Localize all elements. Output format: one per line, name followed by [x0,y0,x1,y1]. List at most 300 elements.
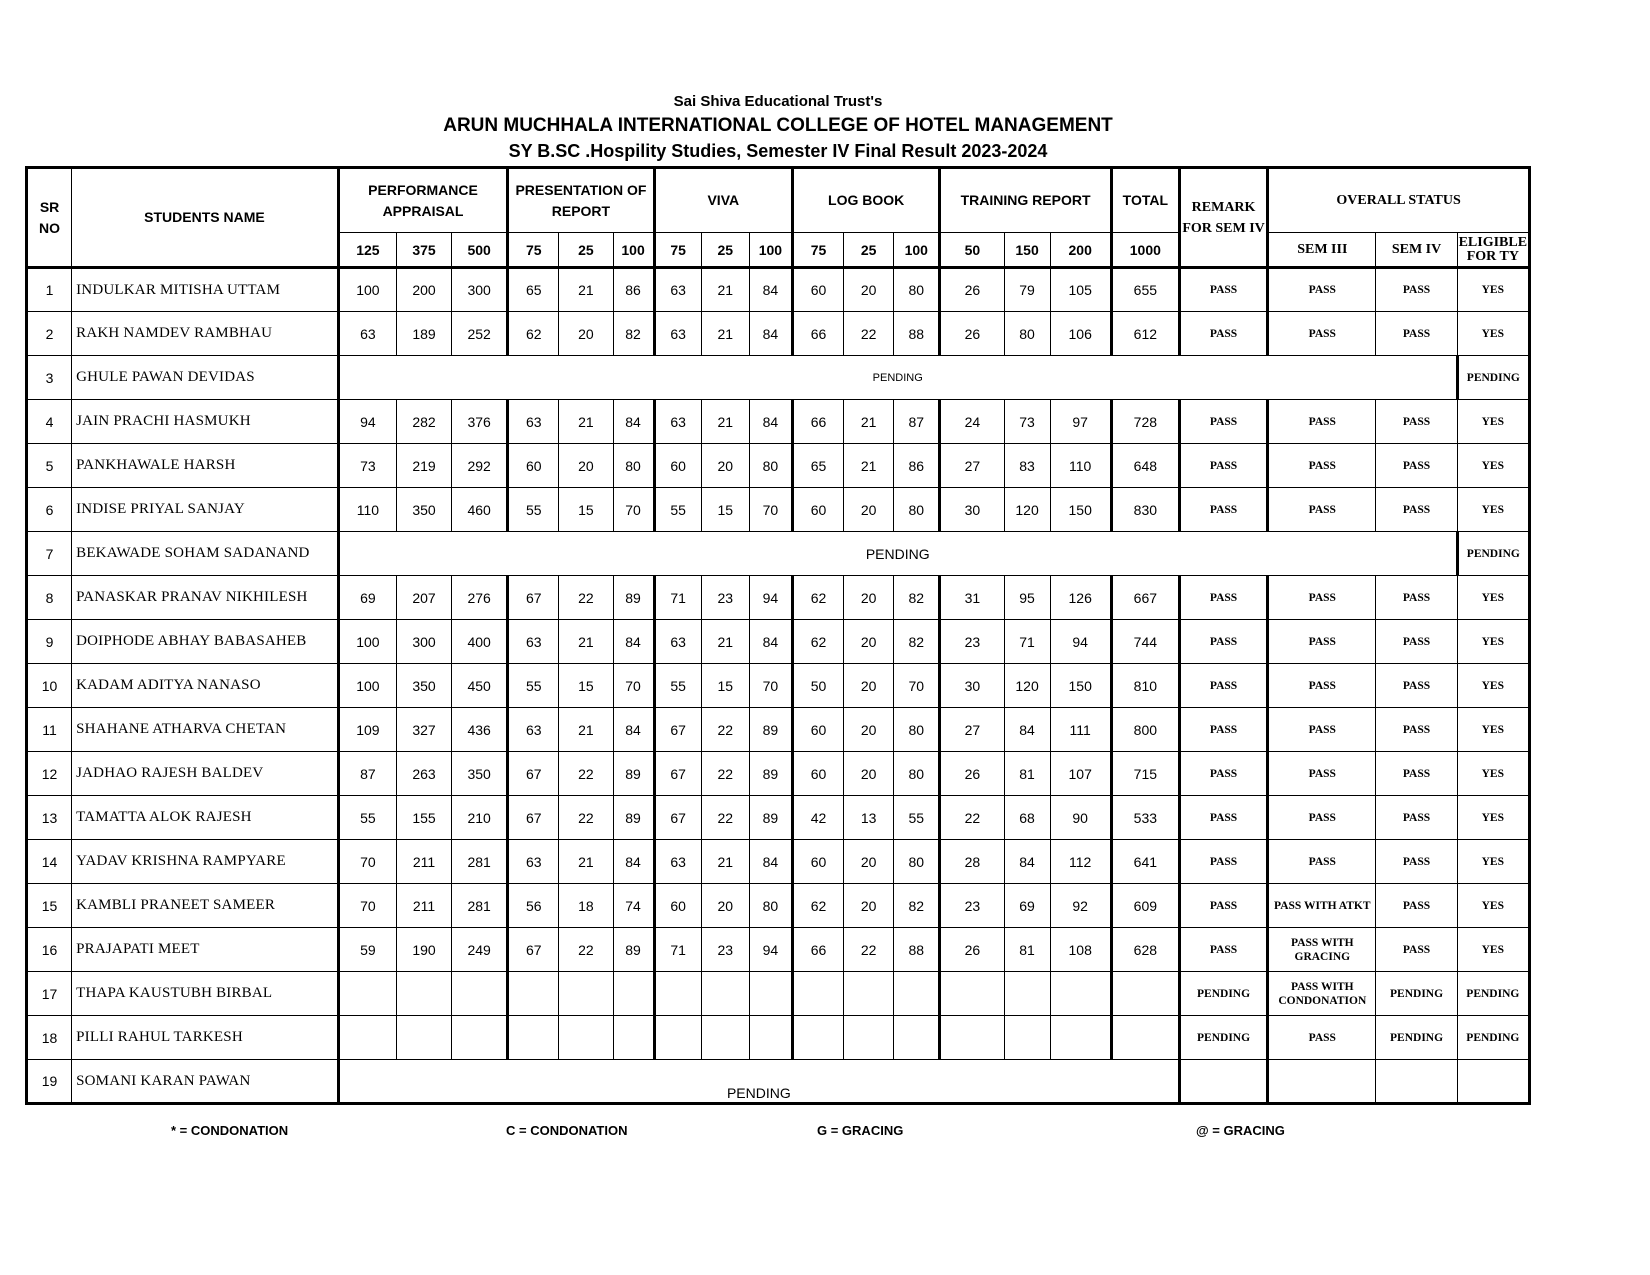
sem-iii-cell: PASS WITH CONDONATION [1268,972,1376,1016]
student-name-cell: DOIPHODE ABHAY BABASAHEB [72,620,339,664]
sem-iii-cell: PASS [1268,488,1376,532]
mark-cell: 31 [940,576,1004,620]
eligible-cell: YES [1457,664,1529,708]
remark-cell: PASS [1179,664,1267,708]
mark-cell: 450 [452,664,508,708]
mark-cell: 88 [894,928,940,972]
mark-cell: 22 [559,752,613,796]
mark-cell: 70 [338,840,396,884]
mark-cell [940,1016,1004,1060]
mark-cell: 80 [1004,312,1050,356]
max-marks-cell: 25 [844,233,894,268]
mark-cell: 84 [1004,840,1050,884]
mark-cell: 95 [1004,576,1050,620]
remark-cell: PASS [1179,708,1267,752]
mark-cell: 81 [1004,928,1050,972]
sem-iv-cell: PASS [1376,488,1457,532]
mark-cell: 63 [338,312,396,356]
mark-cell: 110 [338,488,396,532]
mark-cell: 55 [654,664,701,708]
table-row [27,488,1530,532]
student-name-cell: PANASKAR PRANAV NIKHILESH [72,576,339,620]
sr-no-cell: 17 [27,972,72,1016]
table-row [27,620,1530,664]
total-cell [1111,1016,1179,1060]
mark-cell: 60 [792,708,843,752]
remark-cell: PASS [1179,444,1267,488]
total-cell: 728 [1111,400,1179,444]
mark-cell: 21 [701,620,749,664]
mark-cell: 66 [792,312,843,356]
mark-cell: 84 [749,620,792,664]
total-cell: 609 [1111,884,1179,928]
mark-cell: 20 [844,752,894,796]
mark-cell: 21 [701,840,749,884]
table-row [27,664,1530,708]
mark-cell: 94 [749,928,792,972]
mark-cell: 350 [396,488,451,532]
mark-cell [894,1016,940,1060]
sem-iii-cell: PASS [1268,708,1376,752]
mark-cell: 110 [1050,444,1111,488]
eligible-cell: YES [1457,576,1529,620]
sr-no-cell: 5 [27,444,72,488]
mark-cell: 15 [701,488,749,532]
remark-cell: PASS [1179,576,1267,620]
mark-cell: 26 [940,312,1004,356]
student-name-cell: SHAHANE ATHARVA CHETAN [72,708,339,752]
total-cell: 715 [1111,752,1179,796]
sem-iv-cell [1376,1060,1457,1104]
eligible-cell: YES [1457,708,1529,752]
table-row [27,400,1530,444]
trust-name: Sai Shiva Educational Trust's [673,93,883,110]
sem-iii-cell: PASS [1268,840,1376,884]
max-marks-cell: 100 [894,233,940,268]
mark-cell: 200 [396,268,451,312]
mark-cell: 21 [701,400,749,444]
legend-condonation-c: C = CONDONATION [506,1123,628,1138]
mark-cell: 89 [613,576,654,620]
mark-cell: 105 [1050,268,1111,312]
mark-cell: 22 [701,708,749,752]
sr-no-cell: 13 [27,796,72,840]
mark-cell: 327 [396,708,451,752]
mark-cell: 67 [654,752,701,796]
sem-iii-cell: PASS [1268,664,1376,708]
mark-cell: 350 [452,752,508,796]
eligible-cell: YES [1457,400,1529,444]
mark-cell: 81 [1004,752,1050,796]
pending-status-cell: PENDING [338,1060,1179,1104]
mark-cell: 23 [940,620,1004,664]
mark-cell: 27 [940,444,1004,488]
remark-cell: PASS [1179,312,1267,356]
student-name-cell: GHULE PAWAN DEVIDAS [72,356,339,400]
mark-cell: 94 [749,576,792,620]
student-name-cell: INDISE PRIYAL SANJAY [72,488,339,532]
mark-cell [792,1016,843,1060]
mark-cell: 80 [894,488,940,532]
mark-cell: 211 [396,884,451,928]
mark-cell: 62 [792,576,843,620]
mark-cell [508,1016,559,1060]
mark-cell: 21 [701,312,749,356]
mark-cell: 67 [654,796,701,840]
mark-cell: 90 [1050,796,1111,840]
mark-cell: 87 [894,400,940,444]
max-marks-cell: 150 [1004,233,1050,268]
mark-cell: 80 [894,752,940,796]
max-marks-cell: 50 [940,233,1004,268]
header-total: TOTAL [1111,168,1179,233]
mark-cell: 249 [452,928,508,972]
mark-cell [452,972,508,1016]
mark-cell: 62 [792,884,843,928]
mark-cell [338,972,396,1016]
table-row [27,444,1530,488]
mark-cell: 109 [338,708,396,752]
header-overall-status: OVERALL STATUS [1268,168,1530,233]
mark-cell [894,972,940,1016]
mark-cell: 18 [559,884,613,928]
sem-iii-cell: PASS [1268,400,1376,444]
mark-cell: 219 [396,444,451,488]
mark-cell: 281 [452,884,508,928]
header-sem-iii: SEM III [1268,233,1376,268]
mark-cell: 108 [1050,928,1111,972]
mark-cell: 20 [844,488,894,532]
eligible-cell: YES [1457,928,1529,972]
mark-cell: 63 [654,400,701,444]
mark-cell: 460 [452,488,508,532]
mark-cell: 92 [1050,884,1111,928]
mark-cell: 436 [452,708,508,752]
mark-cell: 15 [559,664,613,708]
max-marks-cell: 500 [452,233,508,268]
mark-cell: 22 [701,752,749,796]
mark-cell: 281 [452,840,508,884]
student-name-cell: YADAV KRISHNA RAMPYARE [72,840,339,884]
mark-cell: 20 [701,444,749,488]
sem-iii-cell: PASS WITH GRACING [1268,928,1376,972]
mark-cell: 400 [452,620,508,664]
sr-no-cell: 19 [27,1060,72,1104]
mark-cell [749,1016,792,1060]
mark-cell: 22 [940,796,1004,840]
sem-iv-cell: PASS [1376,752,1457,796]
mark-cell: 207 [396,576,451,620]
mark-cell: 21 [559,400,613,444]
max-marks-cell: 125 [338,233,396,268]
mark-cell [559,972,613,1016]
mark-cell: 89 [749,752,792,796]
eligible-cell: PENDING [1457,532,1529,576]
sem-iii-cell: PASS [1268,620,1376,664]
mark-cell: 20 [844,268,894,312]
sr-no-cell: 2 [27,312,72,356]
mark-cell: 26 [940,752,1004,796]
result-title: SY B.SC .Hospility Studies, Semester IV Final Result 2023-2024 [508,141,1048,161]
mark-cell: 21 [559,708,613,752]
mark-cell: 73 [338,444,396,488]
mark-cell: 89 [613,928,654,972]
mark-cell: 84 [613,620,654,664]
mark-cell: 84 [749,312,792,356]
mark-cell: 70 [613,664,654,708]
sr-no-cell: 18 [27,1016,72,1060]
sr-no-cell: 8 [27,576,72,620]
mark-cell: 88 [894,312,940,356]
mark-cell: 63 [654,840,701,884]
mark-cell: 30 [940,664,1004,708]
header-students-name: STUDENTS NAME [72,168,339,268]
header-performance-appraisal: PERFORMANCE APPRAISAL [338,168,507,233]
result-table [25,166,1531,1105]
mark-cell [844,972,894,1016]
header-training-report: TRAINING REPORT [940,168,1111,233]
mark-cell: 60 [508,444,559,488]
remark-cell: PASS [1179,928,1267,972]
remark-cell: PASS [1179,400,1267,444]
header-eligible-for-ty: ELIGIBLE FOR TY [1457,233,1529,268]
student-name-cell: JAIN PRACHI HASMUKH [72,400,339,444]
mark-cell [1050,972,1111,1016]
mark-cell: 89 [749,796,792,840]
mark-cell: 69 [338,576,396,620]
pending-status-cell: PENDING [338,532,1457,576]
mark-cell: 67 [654,708,701,752]
mark-cell: 150 [1050,488,1111,532]
remark-cell: PASS [1179,620,1267,664]
mark-cell: 65 [792,444,843,488]
mark-cell [1050,1016,1111,1060]
mark-cell: 89 [613,752,654,796]
table-row [27,752,1530,796]
max-marks-cell: 200 [1050,233,1111,268]
mark-cell: 276 [452,576,508,620]
table-row [27,312,1530,356]
sem-iv-cell: PASS [1376,840,1457,884]
total-cell: 641 [1111,840,1179,884]
sem-iv-cell: PASS [1376,268,1457,312]
college-name: ARUN MUCHHALA INTERNATIONAL COLLEGE OF HOTEL MANAGEMENT [443,115,1113,136]
table-row [27,796,1530,840]
pending-status-cell: PENDING [338,356,1457,400]
mark-cell: 63 [654,312,701,356]
mark-cell: 120 [1004,664,1050,708]
mark-cell: 111 [1050,708,1111,752]
mark-cell: 22 [844,928,894,972]
mark-cell: 252 [452,312,508,356]
mark-cell: 63 [508,620,559,664]
mark-cell: 20 [844,620,894,664]
header-sr-no: SR NO [27,168,72,268]
mark-cell: 80 [894,840,940,884]
sem-iv-cell: PASS [1376,796,1457,840]
student-name-cell: THAPA KAUSTUBH BIRBAL [72,972,339,1016]
mark-cell [396,1016,451,1060]
sem-iii-cell: PASS [1268,268,1376,312]
student-name-cell: SOMANI KARAN PAWAN [72,1060,339,1104]
mark-cell: 106 [1050,312,1111,356]
mark-cell: 70 [749,488,792,532]
mark-cell [701,972,749,1016]
mark-cell: 23 [940,884,1004,928]
sr-no-cell: 10 [27,664,72,708]
remark-cell: PASS [1179,268,1267,312]
mark-cell: 63 [654,268,701,312]
mark-cell: 20 [701,884,749,928]
mark-cell: 70 [894,664,940,708]
total-cell: 533 [1111,796,1179,840]
mark-cell: 55 [508,664,559,708]
sem-iii-cell: PASS [1268,444,1376,488]
mark-cell [1004,1016,1050,1060]
max-marks-cell: 100 [749,233,792,268]
mark-cell: 71 [654,576,701,620]
mark-cell: 100 [338,620,396,664]
mark-cell: 67 [508,796,559,840]
total-cell: 744 [1111,620,1179,664]
mark-cell: 87 [338,752,396,796]
table-row [27,840,1530,884]
mark-cell: 59 [338,928,396,972]
mark-cell: 292 [452,444,508,488]
mark-cell: 65 [508,268,559,312]
remark-cell: PENDING [1179,972,1267,1016]
mark-cell: 66 [792,928,843,972]
mark-cell: 211 [396,840,451,884]
sem-iv-cell: PENDING [1376,1016,1457,1060]
sr-no-cell: 6 [27,488,72,532]
mark-cell: 82 [894,884,940,928]
mark-cell: 107 [1050,752,1111,796]
header-viva: VIVA [654,168,792,233]
mark-cell: 55 [654,488,701,532]
mark-cell: 74 [613,884,654,928]
sem-iv-cell: PASS [1376,708,1457,752]
mark-cell: 20 [844,884,894,928]
mark-cell: 86 [613,268,654,312]
eligible-cell: PENDING [1457,1016,1529,1060]
mark-cell: 70 [338,884,396,928]
mark-cell: 21 [559,268,613,312]
eligible-cell: YES [1457,312,1529,356]
table-row [27,708,1530,752]
eligible-cell: PENDING [1457,972,1529,1016]
mark-cell: 26 [940,268,1004,312]
remark-cell: PASS [1179,796,1267,840]
mark-cell [452,1016,508,1060]
mark-cell: 24 [940,400,1004,444]
mark-cell: 126 [1050,576,1111,620]
mark-cell [508,972,559,1016]
mark-cell: 63 [508,708,559,752]
mark-cell: 376 [452,400,508,444]
table-row [27,884,1530,928]
mark-cell [396,972,451,1016]
legend-condonation-star: * = CONDONATION [171,1123,289,1138]
header-log-book: LOG BOOK [792,168,939,233]
student-name-cell: JADHAO RAJESH BALDEV [72,752,339,796]
table-row [27,356,1530,400]
mark-cell: 94 [338,400,396,444]
total-cell: 800 [1111,708,1179,752]
remark-cell [1179,1060,1267,1104]
mark-cell: 21 [559,840,613,884]
mark-cell: 20 [844,576,894,620]
mark-cell: 80 [613,444,654,488]
mark-cell: 73 [1004,400,1050,444]
mark-cell: 300 [396,620,451,664]
mark-cell: 84 [749,840,792,884]
mark-cell: 56 [508,884,559,928]
mark-cell [338,1016,396,1060]
mark-cell: 28 [940,840,1004,884]
max-marks-cell: 75 [508,233,559,268]
max-marks-cell: 25 [559,233,613,268]
max-marks-cell: 75 [654,233,701,268]
student-name-cell: KADAM ADITYA NANASO [72,664,339,708]
mark-cell: 22 [559,796,613,840]
sem-iii-cell: PASS [1268,752,1376,796]
mark-cell: 82 [613,312,654,356]
header-presentation-of-report: PRESENTATION OF REPORT [508,168,654,233]
mark-cell: 100 [338,268,396,312]
max-marks-cell: 25 [701,233,749,268]
mark-cell: 55 [894,796,940,840]
total-cell: 667 [1111,576,1179,620]
mark-cell: 42 [792,796,843,840]
mark-cell: 15 [701,664,749,708]
eligible-cell: YES [1457,444,1529,488]
mark-cell: 89 [613,796,654,840]
mark-cell: 210 [452,796,508,840]
student-name-cell: KAMBLI PRANEET SAMEER [72,884,339,928]
mark-cell: 67 [508,576,559,620]
sem-iv-cell: PENDING [1376,972,1457,1016]
eligible-cell: YES [1457,620,1529,664]
mark-cell: 20 [559,444,613,488]
mark-cell: 70 [749,664,792,708]
sem-iv-cell: PASS [1376,884,1457,928]
mark-cell: 82 [894,620,940,664]
student-name-cell: TAMATTA ALOK RAJESH [72,796,339,840]
sem-iv-cell: PASS [1376,576,1457,620]
table-row [27,268,1530,312]
mark-cell: 63 [508,840,559,884]
mark-cell [749,972,792,1016]
max-marks-cell: 100 [613,233,654,268]
eligible-cell: PENDING [1457,356,1529,400]
mark-cell: 80 [749,884,792,928]
mark-cell: 55 [338,796,396,840]
mark-cell: 80 [894,708,940,752]
mark-cell: 89 [749,708,792,752]
sem-iii-cell: PASS WITH ATKT [1268,884,1376,928]
mark-cell: 22 [844,312,894,356]
remark-cell: PENDING [1179,1016,1267,1060]
mark-cell: 21 [844,400,894,444]
table-row [27,1060,1530,1104]
mark-cell: 68 [1004,796,1050,840]
header-remark-sem-iv: REMARK FOR SEM IV [1179,168,1267,268]
legend-gracing-at: @ = GRACING [1196,1123,1285,1138]
sem-iv-cell: PASS [1376,664,1457,708]
mark-cell: 63 [508,400,559,444]
sem-iv-cell: PASS [1376,444,1457,488]
